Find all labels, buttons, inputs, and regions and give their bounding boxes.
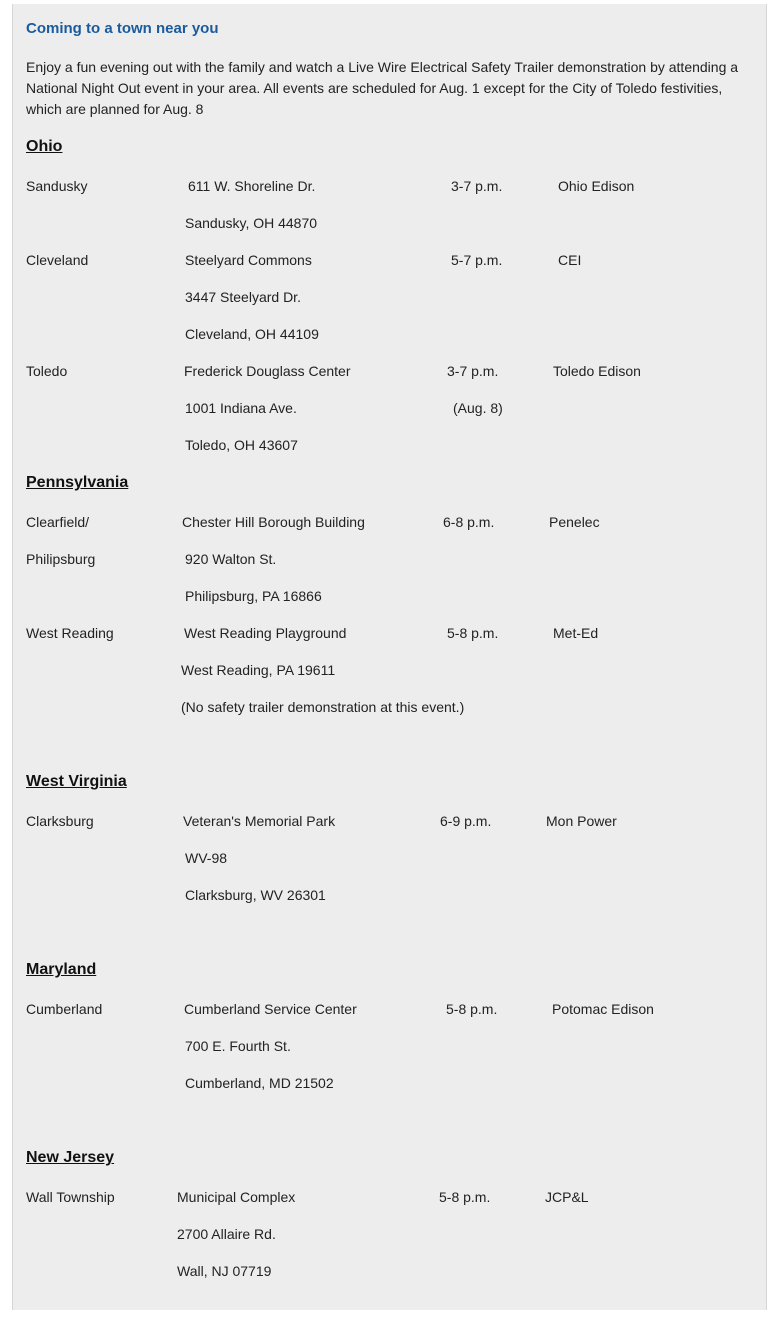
event-address-line: 1001 Indiana Ave. [185, 400, 297, 416]
event-utility: CEI [558, 252, 582, 268]
event-address-line: WV-98 [185, 850, 228, 866]
state-heading-west-virginia: West Virginia [26, 773, 127, 790]
event-time-note: (Aug. 8) [453, 400, 503, 416]
event-city: Cumberland [26, 1001, 103, 1017]
event-note: (No safety trailer demonstration at this event.) [181, 699, 465, 715]
event-city: Wall Township [26, 1189, 115, 1205]
event-time: 5-8 p.m. [439, 1189, 491, 1205]
event-address-line: Clarksburg, WV 26301 [185, 887, 326, 903]
event-city: Toledo [26, 363, 68, 379]
event-city: Cleveland [26, 252, 89, 268]
event-city: Clearfield/ [26, 514, 90, 530]
state-heading-ohio: Ohio [26, 138, 63, 155]
event-address-line: West Reading, PA 19611 [181, 662, 336, 678]
event-time: 5-7 p.m. [451, 252, 503, 268]
event-utility: Mon Power [546, 813, 617, 829]
event-city: Philipsburg [26, 551, 96, 567]
event-address-line: Steelyard Commons [185, 252, 312, 268]
event-time: 5-8 p.m. [447, 625, 499, 641]
event-utility: Ohio Edison [558, 178, 635, 194]
event-time: 6-8 p.m. [443, 514, 495, 530]
event-address-line: 700 E. Fourth St. [185, 1038, 291, 1054]
event-utility: Potomac Edison [552, 1001, 654, 1017]
section-title: Coming to a town near you [26, 20, 219, 37]
state-heading-pennsylvania: Pennsylvania [26, 474, 129, 491]
state-heading-new-jersey: New Jersey [26, 1149, 115, 1166]
event-time: 6-9 p.m. [440, 813, 492, 829]
intro-line-3: which are planned for Aug. 8 [26, 101, 204, 117]
event-city: Sandusky [26, 178, 88, 194]
event-address-line: Veteran's Memorial Park [183, 813, 336, 829]
event-address-line: 920 Walton St. [185, 551, 277, 567]
intro-line-2: National Night Out event in your area. All events are scheduled for Aug. 1 except for the City of Toledo festivities, [26, 80, 723, 96]
event-utility: Toledo Edison [553, 363, 641, 379]
event-address-line: Philipsburg, PA 16866 [185, 588, 322, 604]
event-address-line: 3447 Steelyard Dr. [185, 289, 301, 305]
event-address-line: West Reading Playground [184, 625, 347, 641]
event-time: 3-7 p.m. [451, 178, 503, 194]
event-address-line: Wall, NJ 07719 [177, 1263, 272, 1279]
event-address-line: Toledo, OH 43607 [185, 437, 298, 453]
event-city: Clarksburg [26, 813, 94, 829]
event-address-line: 2700 Allaire Rd. [177, 1226, 276, 1242]
intro-line-1: Enjoy a fun evening out with the family and watch a Live Wire Electrical Safety Trailer demonstration by attending a [26, 59, 739, 75]
event-address-line: Chester Hill Borough Building [182, 514, 365, 530]
event-address-line: Sandusky, OH 44870 [185, 215, 318, 231]
content-panel [12, 4, 767, 1310]
event-utility: JCP&L [545, 1189, 589, 1205]
event-city: West Reading [26, 625, 114, 641]
event-address-line: Frederick Douglass Center [184, 363, 351, 379]
event-address-line: 611 W. Shoreline Dr. [188, 178, 316, 194]
event-utility: Penelec [549, 514, 600, 530]
event-time: 3-7 p.m. [447, 363, 499, 379]
event-time: 5-8 p.m. [446, 1001, 498, 1017]
event-address-line: Cumberland Service Center [184, 1001, 357, 1017]
event-address-line: Municipal Complex [177, 1189, 296, 1205]
event-address-line: Cumberland, MD 21502 [185, 1075, 334, 1091]
state-heading-maryland: Maryland [26, 961, 97, 978]
event-address-line: Cleveland, OH 44109 [185, 326, 319, 342]
event-utility: Met-Ed [553, 625, 599, 641]
